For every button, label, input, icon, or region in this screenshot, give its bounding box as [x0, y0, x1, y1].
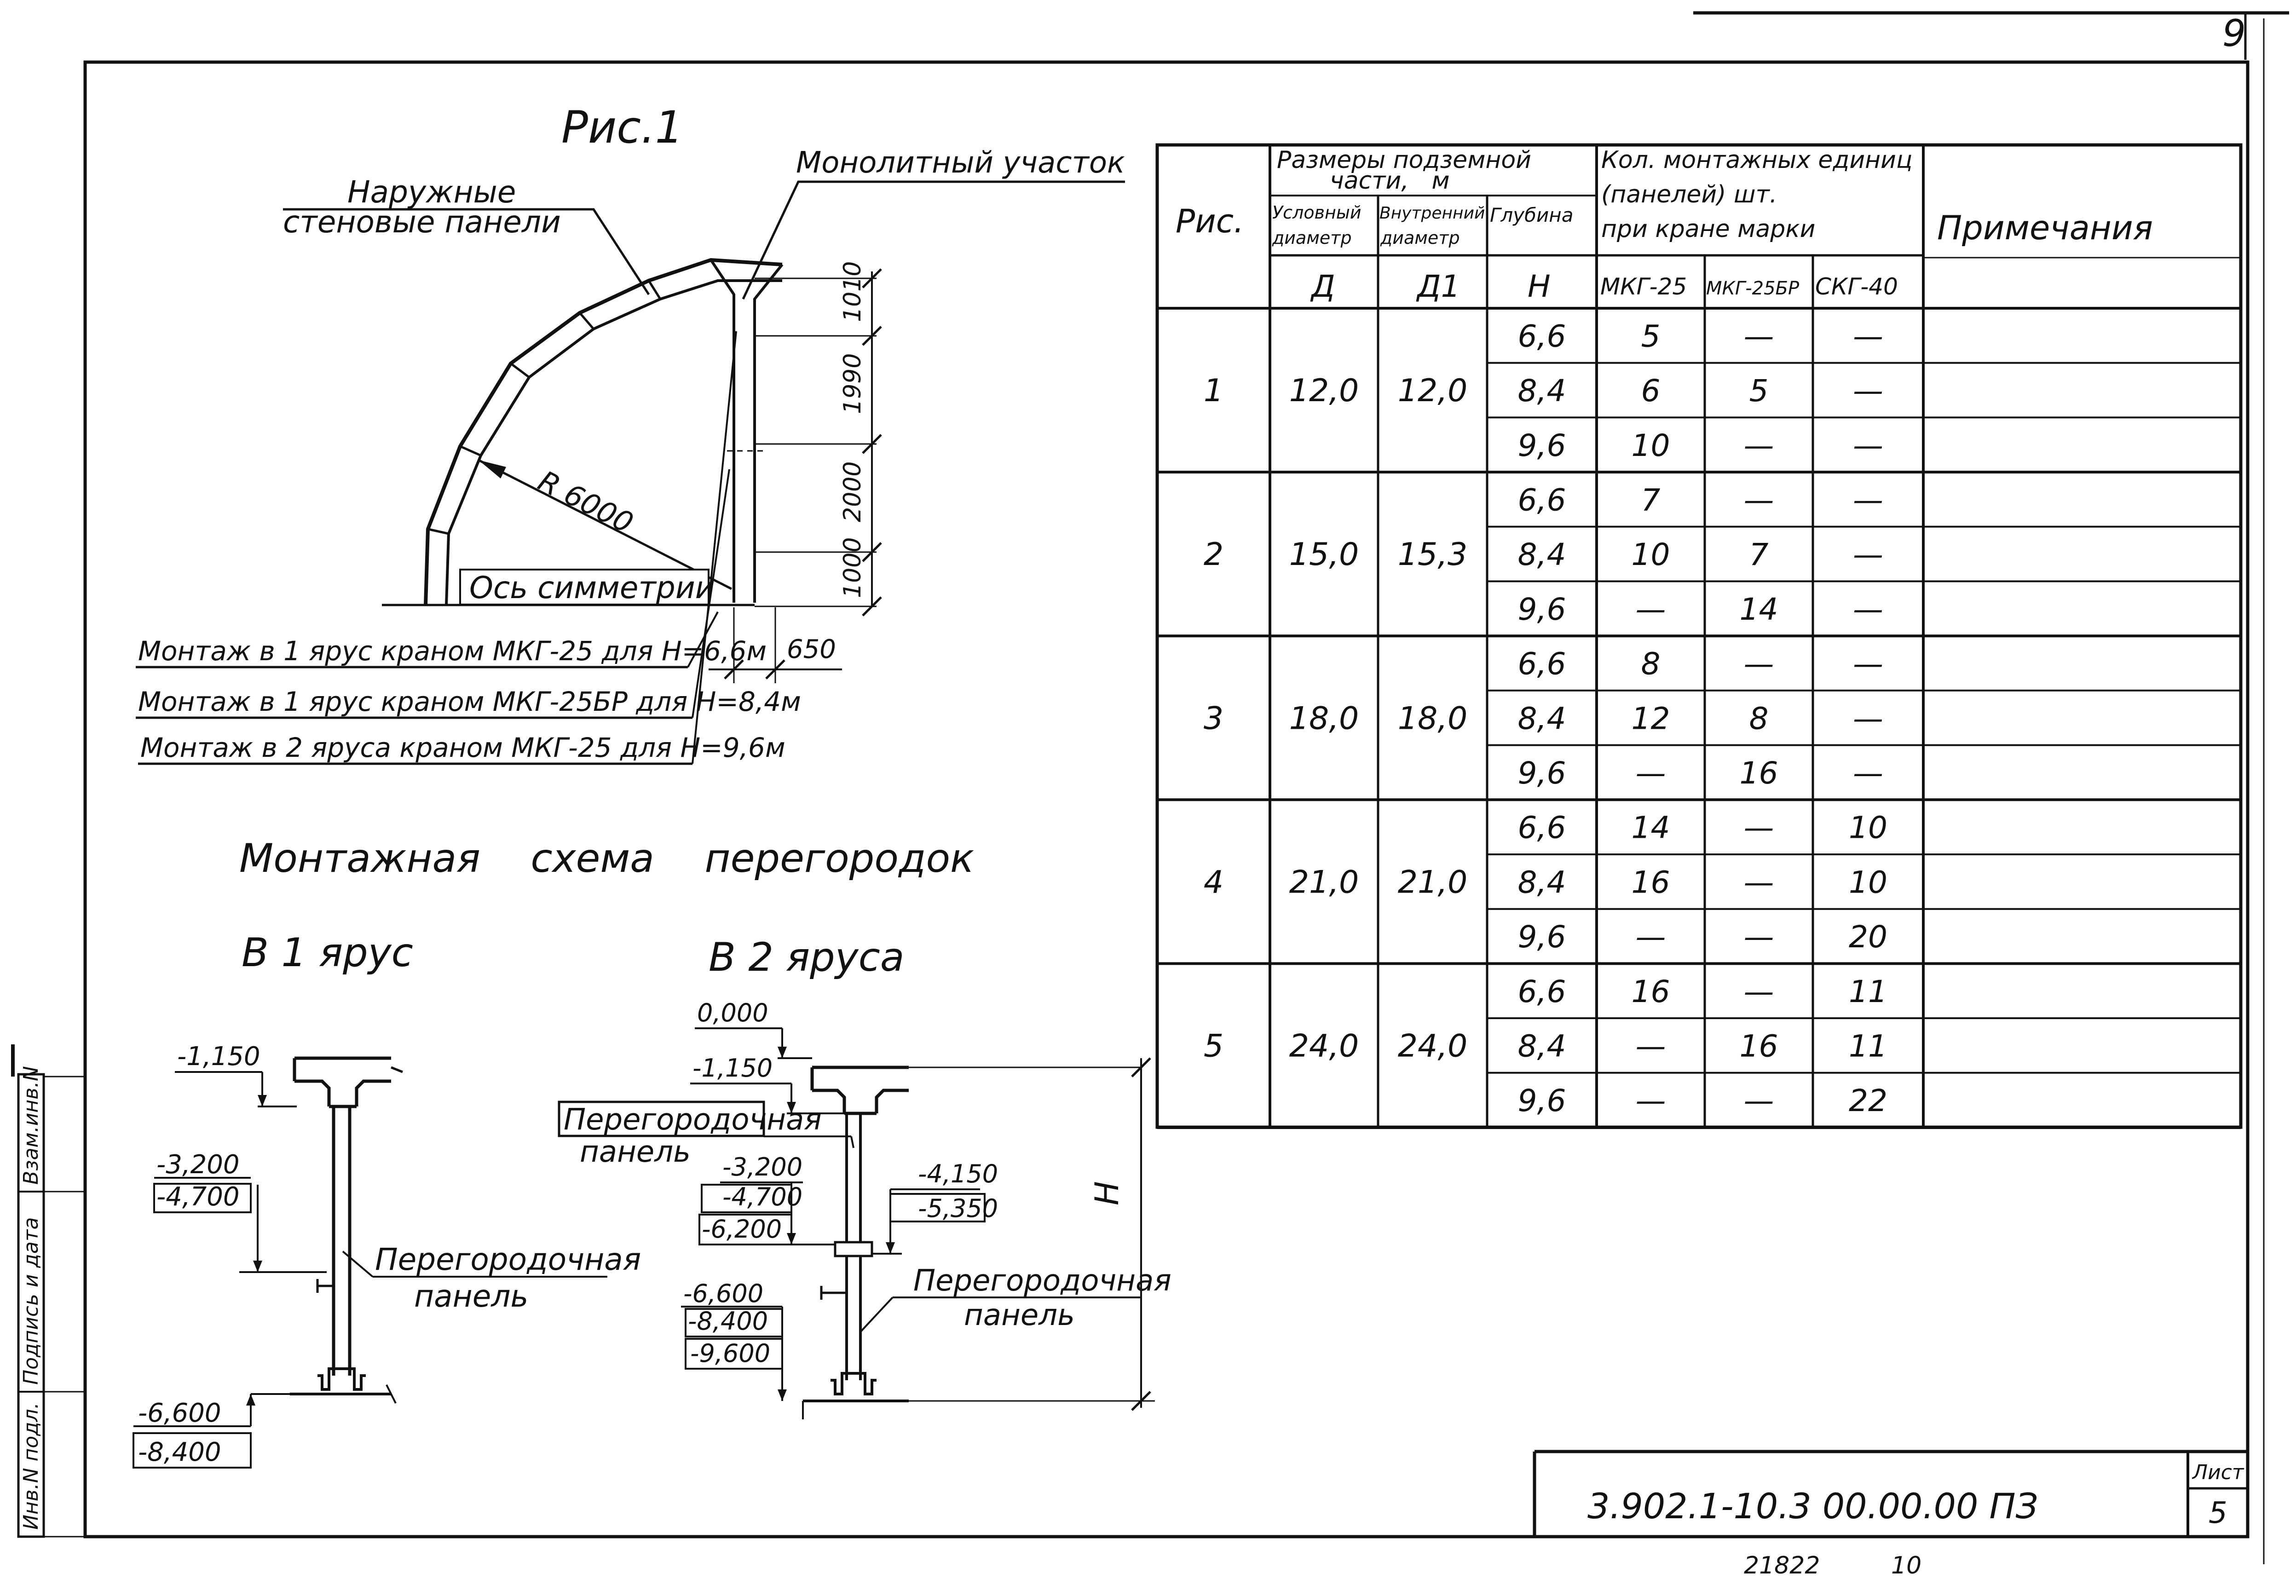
t2-mark-0000: 0,000: [697, 998, 768, 1027]
t2-mark-5350: -5,350: [918, 1194, 998, 1223]
cell-fig: 4: [1203, 864, 1224, 901]
cell-c3: 10: [1849, 864, 1887, 900]
t2-mark-6200: -6,200: [702, 1215, 782, 1244]
cell-h: 9,6: [1517, 591, 1566, 627]
t2-mark-4700: -4,700: [722, 1182, 803, 1211]
outer-panels-label-2: стеновые панели: [283, 204, 561, 240]
mount-note-1: Монтаж в 1 ярус краном МКГ-25 для Н=6,6м: [138, 635, 767, 667]
cell-d: 24,0: [1289, 1028, 1359, 1065]
t2-mark-1150: -1,150: [692, 1054, 773, 1083]
radius-label: R 6000: [533, 464, 639, 540]
cell-d1: 24,0: [1397, 1028, 1468, 1065]
cell-fig: 1: [1203, 373, 1224, 409]
cell-h: 8,4: [1517, 701, 1566, 737]
cell-c2: —: [1743, 810, 1774, 846]
th-cond-diam-1: Условный: [1272, 202, 1361, 223]
sheet-number: 5: [2209, 1496, 2227, 1530]
cell-h: 8,4: [1517, 373, 1566, 409]
stamp-replace-inv: Взам.инв.N: [19, 1066, 43, 1185]
figure-1: [136, 102, 1125, 764]
cell-c1: 12: [1631, 701, 1670, 737]
th-inner-diam-2: диаметр: [1380, 228, 1460, 248]
monolith-leader: [743, 182, 1125, 299]
mount-note-2: Монтаж в 1 ярус краном МКГ-25БР для Н=8,4м: [138, 686, 801, 717]
cell-c2: —: [1743, 974, 1774, 1009]
monolith-label: Монолитный участок: [796, 146, 1125, 180]
mount-note-3: Монтаж в 2 яруса краном МКГ-25 для Н=9,6м: [140, 732, 785, 763]
cell-c3: —: [1853, 591, 1883, 627]
cell-c3: 22: [1849, 1083, 1887, 1119]
axis-label: Ось симметрии: [469, 570, 715, 605]
cell-h: 6,6: [1517, 318, 1566, 354]
th-sym-h: Н: [1528, 269, 1551, 304]
cell-c2: 16: [1739, 755, 1778, 791]
cell-h: 9,6: [1517, 919, 1566, 955]
cell-h: 6,6: [1517, 810, 1566, 846]
cell-c2: 5: [1749, 373, 1769, 409]
th-depth: Глубина: [1490, 204, 1574, 226]
cell-c3: 11: [1849, 974, 1887, 1009]
cell-c1: 6: [1641, 373, 1661, 409]
t1-panel-label-1: Перегородочная: [375, 1242, 641, 1277]
corner-number: 9: [2222, 12, 2246, 55]
th-sym-d1: Д1: [1417, 269, 1460, 304]
cell-c1: —: [1635, 591, 1666, 627]
cell-h: 6,6: [1517, 482, 1566, 518]
t2-mark-8400: -8,400: [688, 1307, 768, 1336]
cell-c1: 14: [1631, 810, 1670, 846]
footer-copy: 10: [1891, 1552, 1922, 1579]
cell-c2: 16: [1739, 1028, 1778, 1064]
sheet-label: Лист: [2192, 1461, 2244, 1484]
tier2-slab: [812, 1067, 909, 1113]
cell-d1: 18,0: [1397, 700, 1468, 737]
t2-panel-bot-label-1: Перегородочная: [913, 1264, 1171, 1298]
inner-wall-line: [446, 281, 782, 605]
cell-d: 12,0: [1289, 373, 1359, 409]
cell-fig: 2: [1203, 536, 1224, 573]
cell-h: 8,4: [1517, 537, 1566, 573]
t2-mark-9600: -9,600: [690, 1339, 771, 1368]
th-sizes-1: Размеры подземной: [1277, 146, 1531, 174]
t1-mark-8400: -8,400: [138, 1437, 221, 1467]
outer-wall-line: [426, 260, 782, 605]
cell-d: 21,0: [1289, 864, 1359, 901]
radius-arrow-icon: [479, 460, 506, 478]
footer-doc-no: 21822: [1744, 1552, 1820, 1579]
cell-fig: 5: [1203, 1028, 1224, 1065]
tier1-title: В 1 ярус: [242, 930, 413, 976]
th-sym-d: Д: [1311, 269, 1335, 304]
doc-code: 3.902.1-10.3 00.00.00 ПЗ: [1587, 1486, 2038, 1527]
outer-panels-label-1: Наружные: [347, 174, 516, 210]
cell-c1: 10: [1631, 537, 1670, 573]
stamp-inv-no: Инв.N подл.: [19, 1402, 43, 1530]
cell-c2: —: [1743, 427, 1774, 463]
cell-d1: 15,3: [1397, 536, 1468, 573]
cell-c1: 7: [1641, 482, 1661, 518]
cell-d1: 12,0: [1397, 373, 1468, 409]
stamp-signature-date: Подпись и дата: [19, 1217, 43, 1385]
t2-mark-6600: -6,600: [683, 1279, 764, 1308]
cell-h: 9,6: [1517, 755, 1566, 791]
cell-c2: —: [1743, 919, 1774, 955]
cell-c3: 10: [1849, 810, 1887, 846]
cell-c3: 11: [1849, 1028, 1887, 1064]
cell-c1: 5: [1641, 318, 1661, 354]
cell-c2: —: [1743, 864, 1774, 900]
th-sizes-2: части, м: [1330, 167, 1450, 195]
cell-c1: —: [1635, 755, 1666, 791]
dim-1010: 1010: [839, 261, 866, 322]
dim-2000: 2000: [839, 461, 866, 522]
cell-h: 9,6: [1517, 427, 1566, 463]
scheme-title: Монтажная схема перегородок: [239, 835, 975, 882]
cell-c3: 20: [1849, 919, 1887, 955]
cell-c1: —: [1635, 919, 1666, 955]
th-crane-1: МКГ-25: [1600, 273, 1687, 300]
cell-c2: 7: [1749, 537, 1769, 573]
cell-c1: 16: [1631, 864, 1670, 900]
th-crane-3: СКГ-40: [1815, 273, 1898, 300]
cell-h: 8,4: [1517, 1028, 1566, 1064]
cell-c3: —: [1853, 646, 1883, 682]
cell-c2: —: [1743, 482, 1774, 518]
table-body: [1157, 318, 2241, 1127]
t2-panel-bot-label-2: панель: [964, 1298, 1075, 1332]
cell-d: 18,0: [1289, 700, 1359, 737]
cell-c3: —: [1853, 755, 1883, 791]
t1-panel-label-2: панель: [414, 1279, 529, 1314]
cell-c3: —: [1853, 482, 1883, 518]
t2-mark-4150: -4,150: [918, 1159, 998, 1188]
t2-panel-top-label-2: панель: [580, 1135, 691, 1169]
t2-mark-3200: -3,200: [722, 1152, 803, 1181]
cell-c1: —: [1635, 1028, 1666, 1064]
th-notes: Примечания: [1937, 208, 2153, 247]
cell-c3: —: [1853, 373, 1883, 409]
cell-c1: 8: [1641, 646, 1661, 682]
t2-panel-top-label-1: Перегородочная: [564, 1103, 822, 1137]
cell-c1: —: [1635, 1083, 1666, 1119]
cell-c3: —: [1853, 701, 1883, 737]
cell-c1: 16: [1631, 974, 1670, 1009]
tier1-slab: [294, 1058, 391, 1106]
cell-c2: —: [1743, 646, 1774, 682]
cell-h: 6,6: [1517, 974, 1566, 1009]
cell-c2: 8: [1749, 701, 1769, 737]
cell-h: 8,4: [1517, 864, 1566, 900]
th-count-2: (панелей) шт.: [1601, 181, 1777, 208]
t1-mark-3200: -3,200: [156, 1150, 240, 1180]
cell-d: 15,0: [1289, 536, 1359, 573]
cell-c2: 14: [1739, 591, 1778, 627]
cell-c3: —: [1853, 537, 1883, 573]
t1-mark-1150: -1,150: [177, 1042, 260, 1072]
dim-650: 650: [787, 634, 836, 664]
th-count-3: при кране марки: [1601, 215, 1816, 243]
cell-fig: 3: [1203, 700, 1224, 737]
t1-mark-6600: -6,600: [138, 1398, 221, 1428]
t1-mark-4700: -4,700: [156, 1182, 240, 1212]
dim-1000: 1000: [839, 537, 866, 598]
th-cond-diam-2: диаметр: [1272, 228, 1352, 248]
figure-title: Рис.1: [561, 102, 683, 153]
cell-h: 6,6: [1517, 646, 1566, 682]
cell-c1: 10: [1631, 427, 1670, 463]
th-count-1: Кол. монтажных единиц: [1601, 146, 1913, 174]
th-inner-diam-1: Внутренний: [1379, 204, 1485, 223]
partition-scheme: [133, 835, 1171, 1468]
tier2-title: В 2 яруса: [709, 934, 905, 980]
th-crane-2: МКГ-25БР: [1706, 278, 1800, 299]
th-fig: Рис.: [1176, 202, 1244, 240]
cell-c2: —: [1743, 1083, 1774, 1119]
height-label: Н: [1088, 1181, 1126, 1205]
cell-d1: 21,0: [1397, 864, 1468, 901]
cell-c2: —: [1743, 318, 1774, 354]
cell-c3: —: [1853, 318, 1883, 354]
cell-h: 9,6: [1517, 1083, 1566, 1119]
dim-1990: 1990: [839, 353, 866, 414]
cell-c3: —: [1853, 427, 1883, 463]
